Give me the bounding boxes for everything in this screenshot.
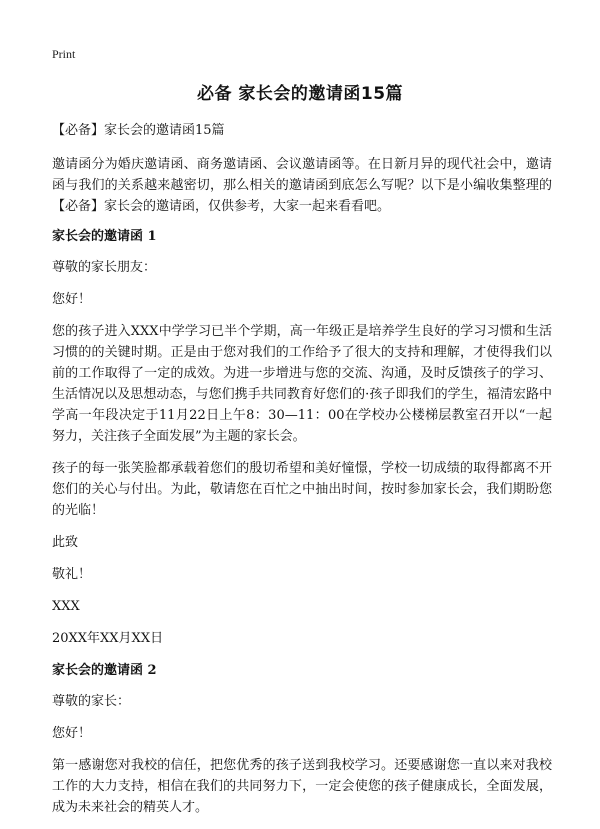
section-heading-2: 家长会的邀请函 2 bbox=[52, 663, 157, 678]
document-body bbox=[52, 120, 552, 829]
print-link[interactable]: Print bbox=[52, 47, 76, 61]
greeting-2: 您好！ bbox=[52, 726, 92, 741]
document-subtitle: 【必备】家长会的邀请函15篇 bbox=[52, 123, 225, 138]
document-title: 必备 家长会的邀请函15篇 bbox=[196, 84, 404, 104]
date-line: 20XX年XX月XX日 bbox=[52, 631, 164, 646]
intro-paragraph: 邀请函分为婚庆邀请函、商务邀请函、会议邀请函等。在日新月异的现代社会中，邀请函与我们的关系越来越密切，那么相关的邀请函到底怎么写呢？以下是小编收集整理的【必备】家长会的邀请函，仅供参考，大家一起来看看吧。 bbox=[52, 157, 552, 214]
body-paragraph: 第一感谢您对我校的信任，把您优秀的孩子送到我校学习。还要感谢您一直以来对我校工作的大力支持，相信在我们的共同努力下，一定会使您的孩子健康成长，全面发展，成为未来社会的精英人才。 bbox=[52, 758, 552, 815]
body-paragraph: 孩子的每一张笑脸都承载着您们的殷切希望和美好憧憬，学校一切成绩的取得都离不开您们的关心与付出。为此，敬请您在百忙之中抽出时间，按时参加家长会，我们期盼您的光临！ bbox=[52, 461, 552, 518]
closing-line-1: 此致 bbox=[52, 535, 79, 550]
body-paragraph: 您的孩子进入XXX中学学习已半个学期，高一年级正是培养学生良好的学习习惯和生活习惯的的关键时期。正是由于您对我们的工作给予了很大的支持和理解，才使得我们以前的工作取得了一定的成效。为进一步增进与您的交流、沟通，及时反馈孩子的学习、生活情况以及思想动态，与您们携手共同教育好您们的·孩子即我们的学生，福清宏路中学高一年段决定于11月22日上午8：30—11：00在学校办公楼梯层教室召开以“一起努力，关注孩子全面发展”为主题的家长会。 bbox=[52, 324, 552, 444]
salutation-1: 尊敬的家长朋友： bbox=[52, 260, 157, 275]
section-heading-1: 家长会的邀请函 1 bbox=[52, 229, 157, 244]
greeting-1: 您好！ bbox=[52, 292, 92, 307]
salutation-2: 尊敬的家长： bbox=[52, 694, 131, 709]
closing-line-2: 敬礼！ bbox=[52, 567, 92, 582]
signature: XXX bbox=[52, 599, 80, 614]
